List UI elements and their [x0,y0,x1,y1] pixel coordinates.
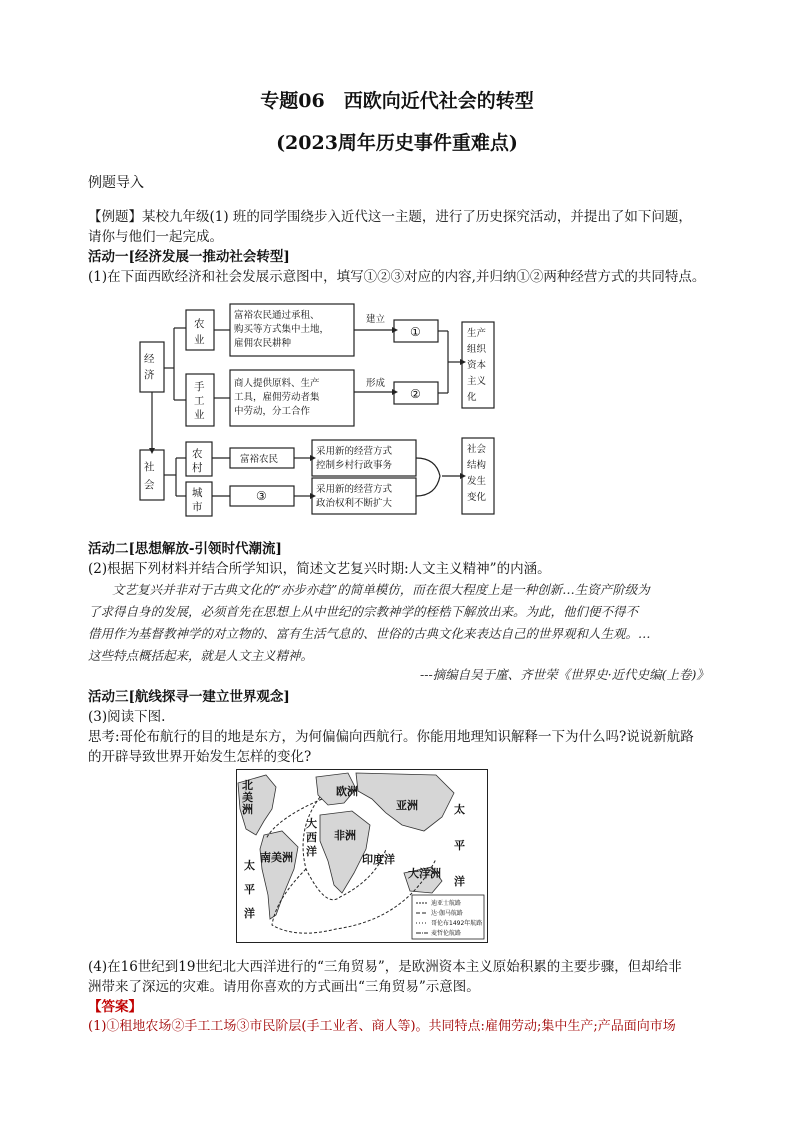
craft-desc-line: 工具，雇佣劳动者集 [234,392,320,403]
agri-label-2: 业 [194,334,205,346]
society-label-2: 会 [144,479,155,491]
craft-desc-line: 商人提供原料、生产 [234,378,320,389]
rural-label-2: 村 [192,462,203,474]
map-pacific-r-2: 平 [454,839,465,852]
activity1-heading: 活动一[经济发展一推动社会转型] [88,249,290,265]
map-atlantic-2: 西 [306,831,317,844]
activity3-question: (3)阅读下图. [88,709,166,725]
blank2: ② [410,387,421,401]
activity2-question: (2)根据下列材料并结合所学知识，简述文艺复兴时期:人文主义精神”的内涵。 [88,561,551,577]
page-title-2: (2023周年历史事件重难点) [276,132,518,154]
craft-label-3: 业 [194,409,205,421]
map-europe: 欧洲 [336,785,358,798]
society-label-1: 社 [144,461,155,473]
quote-line-2: 了求得自身的发展，必须首先在思想上从中世纪的宗教神学的桎梏下解放出来。为此，他们便不得不 [88,604,639,619]
arrow2-label: 形成 [366,378,386,389]
agri-desc-line: 购买等方式集中土地， [234,324,330,335]
section-intro: 例题导入 [88,175,144,191]
think-line-1: 思考:哥伦布航行的目的地是东方，为何偏偏向西航行。你能用地理知识解释一下为什么吗?说说新航路 [88,729,694,745]
new-route-map [236,769,488,943]
q4-line-2: 洲带来了深远的灾难。请用你喜欢的方式画出“三角贸易”示意图。 [88,979,480,995]
craft-label-2: 工 [194,395,205,407]
legend-magellan: 麦哲伦航路 [431,930,462,937]
economy-label-2: 济 [144,369,155,381]
map-atlantic-3: 洋 [306,845,317,858]
agri-label-1: 农 [194,318,205,330]
social-change-line: 社会 [467,444,487,455]
craft-desc-line: 中劳动，分工合作 [234,406,311,417]
map-atlantic-1: 大 [306,817,317,830]
capitalism-line: 化 [467,392,477,403]
agri-desc-line: 富裕农民通过承租、 [234,310,320,321]
capitalism-line: 组织 [467,344,487,355]
quote-line-1: 文艺复兴并非对于古典文化的“亦步亦趋”的简单模仿，而在很大程度上是一种创新…生资产阶级为 [112,582,650,597]
page-title-1: 专题06 西欧向近代社会的转型 [260,90,534,112]
urban-label-1: 城 [192,487,203,499]
rural-result-line: 采用新的经营方式 [316,446,393,457]
agri-desc-line: 雇佣农民耕种 [234,338,292,349]
map-indian-ocean: 印度洋 [362,853,395,866]
capitalism-line: 资本 [467,360,487,371]
map-na-1: 北 [242,779,253,792]
map-asia: 亚洲 [396,799,418,812]
map-oceania: 大洋洲 [408,867,441,880]
think-line-2: 的开辟导致世界开始发生怎样的变化? [88,749,312,765]
urban-result-line: 采用新的经营方式 [316,484,393,495]
rural-label-1: 农 [192,448,203,460]
q4-line-1: (4)在16世纪到19世纪北大西洋进行的“三角贸易”，是欧洲资本主义原始积累的主要步骤，但却给非 [88,959,682,975]
map-pacific-l-1: 太 [244,859,255,872]
blank3: ③ [256,489,267,503]
map-pacific-l-2: 平 [244,883,255,896]
quote-line-3: 借用作为基督教神学的对立物的、富有生活气息的、世俗的古典文化来表达自己的世界观和人生观。… [88,626,651,641]
capitalism-line: 生产 [467,328,487,339]
social-change-line: 结构 [467,460,487,471]
map-pacific-l-3: 洋 [244,907,255,920]
legend-columbus: 哥伦布1492年航路 [431,920,483,927]
arrow1-label: 建立 [366,314,386,325]
urban-label-2: 市 [192,501,203,513]
social-change-line: 变化 [467,492,487,503]
map-pacific-r-3: 洋 [454,875,465,888]
rich-farmers: 富裕农民 [240,454,279,465]
capitalism-line: 主义 [467,376,487,387]
map-na-3: 洲 [242,803,253,816]
quote-source: ---摘编自吴于廑、齐世荣《世界史·近代史编(上卷)》 [420,667,709,682]
legend-gama: 达·伽马航路 [431,910,463,917]
rural-result-line: 控制乡村行政事务 [316,460,393,471]
map-south-america: 南美洲 [260,851,293,864]
urban-result-line: 政治权利不断扩大 [316,498,393,509]
legend-dias: 迪亚士航路 [431,900,462,907]
map-pacific-r-1: 太 [454,803,465,816]
map-na-2: 美 [242,791,253,804]
map-africa: 非洲 [334,829,356,842]
question-line-1: 【例题】某校九年级(1) 班的同学围绕步入近代这一主题，进行了历史探究活动，并提出了如下问题， [88,209,692,225]
activity1-question: (1)在下面西欧经济和社会发展示意图中，填写①②③对应的内容,并归纳①②两种经营方式的共同特点。 [88,269,706,285]
activity2-heading: 活动二[思想解放-引领时代潮流] [88,541,282,557]
quote-line-4: 这些特点概括起来，就是人文主义精神。 [88,648,314,663]
blank1: ① [410,325,421,339]
question-line-2: 请你与他们一起完成。 [88,229,223,245]
craft-label-1: 手 [194,381,205,393]
economy-society-diagram [130,290,510,520]
social-change-line: 发生 [467,476,487,487]
activity3-heading: 活动三[航线探寻一建立世界观念] [88,689,290,705]
answer-line-1: (1)①租地农场②手工工场③市民阶层(手工业者、商人等)。共同特点:雇佣劳动;集中生产;产品面向市场 [88,1019,676,1034]
answer-label: 【答案】 [88,999,142,1015]
economy-label-1: 经 [144,353,155,365]
